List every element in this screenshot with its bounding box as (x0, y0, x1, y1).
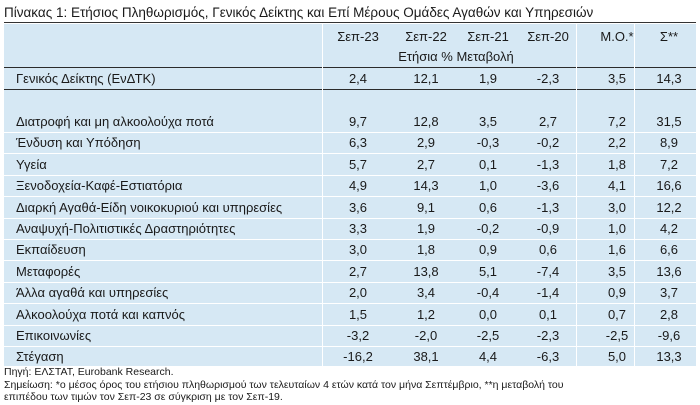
cell-sep21: 0,9 (478, 242, 498, 258)
cell-sep22: 1,9 (416, 221, 436, 236)
cell-sep23: 9,7 (348, 114, 368, 129)
cell-average: 3,5 (607, 71, 627, 86)
cell-sep20: -2,3 (536, 71, 560, 86)
table-row (4, 325, 696, 346)
cell-cumulative: 16,6 (656, 178, 682, 194)
cell-average: 4,1 (607, 178, 627, 194)
cell-sep20: -1,4 (536, 285, 560, 301)
cell-average: 1,0 (607, 221, 627, 236)
table-footer (4, 366, 696, 404)
cell-sep20: -0,2 (536, 135, 560, 151)
table-row (4, 111, 696, 132)
table-row (4, 218, 696, 239)
cell-sep23: -3,2 (346, 328, 370, 343)
column-header-sep22: Σεπ-22 (405, 29, 447, 44)
column-separator (576, 24, 577, 366)
source-note: Πηγή: ΕΛΣΤΑΤ, Eurobank Research. (4, 366, 174, 378)
table-row (4, 197, 696, 218)
cell-average: 0,9 (607, 285, 627, 301)
cell-average: 5,0 (607, 349, 627, 365)
table-row (4, 261, 696, 282)
cell-average: 3,5 (607, 263, 627, 279)
cell-sep20: -1,3 (536, 199, 560, 215)
notes-line-1: Σημείωση: *ο μέσος όρος του ετήσιου πληθωρισμού των τελευταίων 4 ετών κατά τον μήνα Σεπτέμβριο, **η μεταβολή του (4, 378, 564, 391)
row-label: Αναψυχή-Πολιτιστικές Δραστηριότητες (16, 221, 236, 236)
cell-cumulative: 8,9 (659, 135, 679, 151)
row-label: Επικοινωνίες (16, 328, 92, 343)
cell-sep20: -6,3 (536, 349, 560, 365)
cell-sep23: 3,6 (348, 199, 368, 215)
table-row (4, 239, 696, 260)
cell-sep21: 4,4 (478, 349, 498, 365)
column-header-sep20: Σεπ-20 (527, 29, 569, 44)
notes-line-2: επιπέδου των τιμών τον Σεπ-23 σε σύγκριση με τον Σεπ-19. (4, 391, 283, 403)
row-label: Ξενοδοχεία-Καφέ-Εστιατόρια (16, 178, 183, 194)
column-separator (322, 24, 323, 366)
table-row (4, 346, 696, 367)
cell-sep20: -3,6 (536, 178, 560, 194)
cell-average: 2,2 (607, 135, 627, 151)
row-label: Μεταφορές (16, 263, 81, 279)
table-row (4, 132, 696, 153)
cell-sep23: 3,0 (348, 242, 368, 258)
cell-sep22: 14,3 (413, 178, 439, 194)
cell-average: 0,7 (607, 306, 627, 322)
cell-sep20: -0,9 (536, 221, 560, 236)
row-label: Αλκοολούχα ποτά και καπνός (16, 306, 186, 322)
row-label: Διατροφή και μη αλκοολούχα ποτά (16, 114, 214, 129)
cell-sep20: 2,7 (538, 114, 558, 129)
cell-sep22: 13,8 (413, 263, 439, 279)
cell-average: 3,0 (607, 199, 627, 215)
cell-sep21: -0,3 (476, 135, 500, 151)
cell-sep23: -16,2 (343, 349, 373, 365)
cell-cumulative: 14,3 (656, 71, 682, 86)
cell-sep21: 0,6 (478, 199, 498, 215)
column-header-sep21: Σεπ-21 (467, 29, 509, 44)
cell-sep21: 1,0 (478, 178, 498, 194)
table-row (4, 154, 696, 175)
cell-sep23: 6,3 (348, 135, 368, 151)
subheader-row (4, 46, 696, 67)
cell-sep23: 5,7 (348, 156, 368, 172)
cell-sep23: 3,3 (348, 221, 368, 236)
cell-sep20: -1,3 (536, 156, 560, 172)
table-row-general-index (4, 68, 696, 89)
table-body (4, 24, 696, 366)
column-header-row (4, 26, 696, 47)
cell-sep20: 0,1 (538, 306, 558, 322)
column-header-cumulative: Σ** (659, 29, 679, 44)
cell-cumulative: 13,3 (656, 349, 682, 365)
cell-sep23: 2,4 (348, 71, 368, 86)
cell-cumulative: 3,7 (659, 285, 679, 301)
cell-sep22: 1,2 (416, 306, 436, 322)
cell-sep22: 2,9 (416, 135, 436, 151)
table-row (4, 282, 696, 303)
cell-sep21: -0,2 (476, 221, 500, 236)
column-header-average: Μ.Ο.* (600, 29, 634, 44)
cell-sep23: 2,0 (348, 285, 368, 301)
cell-sep21: -2,5 (476, 328, 500, 343)
cell-cumulative: 31,5 (656, 114, 682, 129)
general-rule (4, 89, 696, 90)
cell-sep22: 9,1 (416, 199, 436, 215)
row-label: Άλλα αγαθά και υπηρεσίες (16, 285, 169, 301)
cell-sep21: 0,0 (478, 306, 498, 322)
cell-cumulative: 6,6 (659, 242, 679, 258)
cell-average: 7,2 (607, 114, 627, 129)
cell-sep21: 5,1 (478, 263, 498, 279)
cell-sep23: 1,5 (348, 306, 368, 322)
table-title: Πίνακας 1: Ετήσιος Πληθωρισμός, Γενικός Δείκτης και Επί Μέρους Ομάδες Αγαθών και Υπηρεσιών (4, 4, 696, 23)
cell-cumulative: 4,2 (659, 221, 679, 236)
cell-sep21: 0,1 (478, 156, 498, 172)
table-row (4, 304, 696, 325)
cell-cumulative: 7,2 (659, 156, 679, 172)
cell-sep22: 3,4 (416, 285, 436, 301)
row-label: Διαρκή Αγαθά-Είδη νοικοκυριού και υπηρεσίες (16, 199, 283, 215)
cell-sep21: 3,5 (478, 114, 498, 129)
cell-cumulative: 13,6 (656, 263, 682, 279)
table-row (4, 175, 696, 196)
cell-cumulative: -9,6 (657, 328, 681, 343)
cell-sep22: 1,8 (416, 242, 436, 258)
cell-sep21: -0,4 (476, 285, 500, 301)
column-header-sep23: Σεπ-23 (337, 29, 379, 44)
row-label: Στέγαση (16, 349, 64, 365)
cell-sep22: 12,8 (413, 114, 439, 129)
row-label: Γενικός Δείκτης (ΕνΔΤΚ) (16, 71, 156, 86)
cell-cumulative: 2,8 (659, 306, 679, 322)
cell-sep22: 2,7 (416, 156, 436, 172)
cell-sep20: 0,6 (538, 242, 558, 258)
row-label: Εκπαίδευση (16, 242, 86, 258)
cell-sep21: 1,9 (478, 71, 498, 86)
cell-sep23: 2,7 (348, 263, 368, 279)
cell-sep20: -2,3 (536, 328, 560, 343)
column-separator (634, 24, 635, 366)
row-label: Υγεία (16, 156, 47, 172)
cell-sep22: 38,1 (413, 349, 439, 365)
cell-average: -2,5 (605, 328, 629, 343)
cell-sep22: -2,0 (414, 328, 438, 343)
cell-average: 1,6 (607, 242, 627, 258)
subheader-annual-change: Ετήσια % Μεταβολή (398, 49, 514, 64)
cell-sep20: -7,4 (536, 263, 560, 279)
cell-sep22: 12,1 (413, 71, 439, 86)
row-label: Ένδυση και Υπόδηση (16, 135, 141, 151)
cell-sep23: 4,9 (348, 178, 368, 194)
cell-cumulative: 12,2 (656, 199, 682, 215)
cell-average: 1,8 (607, 156, 627, 172)
